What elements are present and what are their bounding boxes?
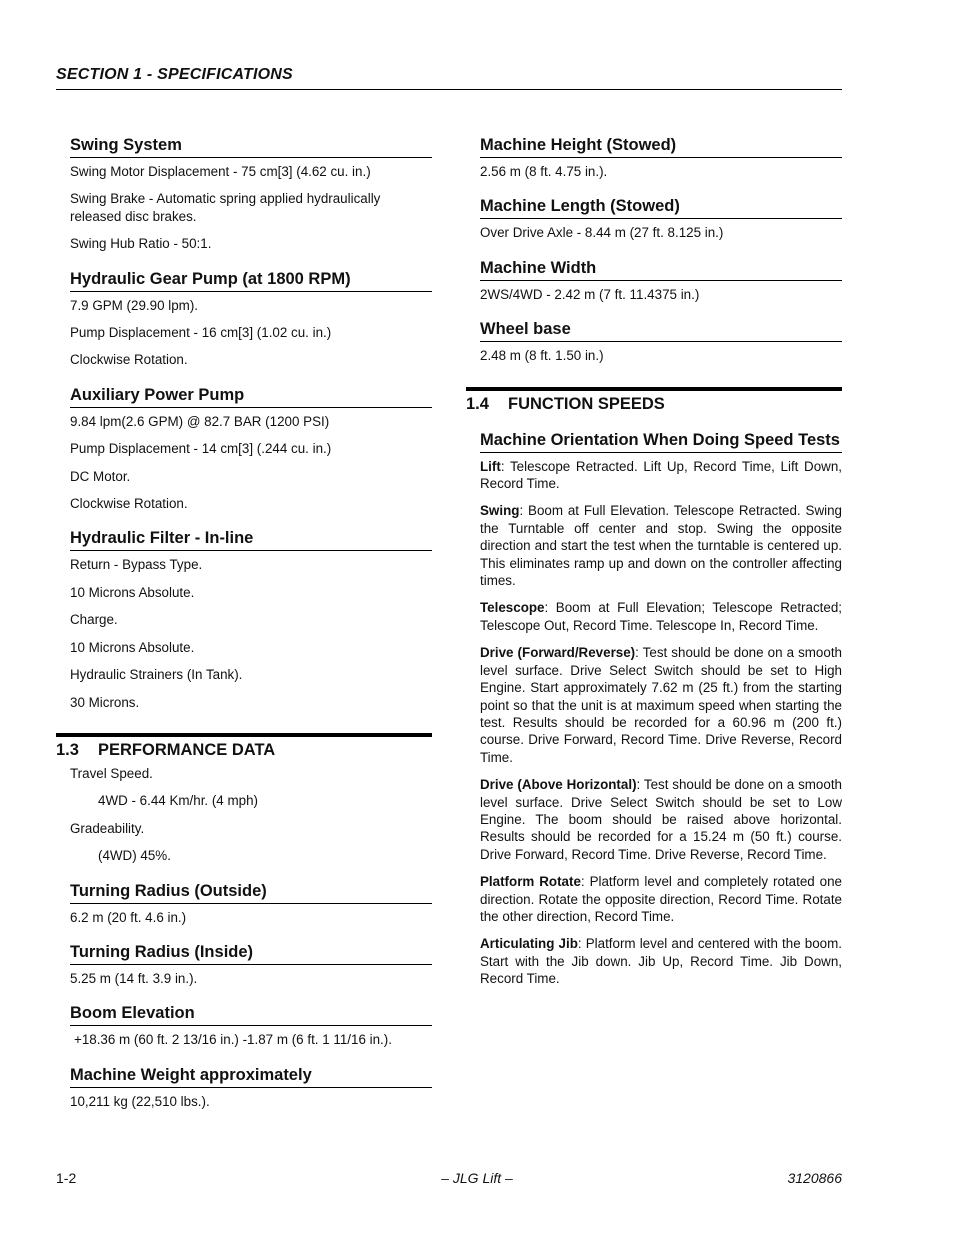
travel-speed-value: 4WD - 6.44 Km/hr. (4 mph) [98, 793, 258, 809]
test-text: : Platform level and centered with the boom. Start with the Jib down. Jib Up, Record Time. Jib Down, Record Time. [480, 936, 842, 987]
width-value: 2WS/4WD - 2.42 m (7 ft. 11.4375 in.) [480, 286, 700, 302]
wheelbase-value: 2.48 m (8 ft. 1.50 in.) [480, 348, 604, 364]
test-label: Telescope [480, 600, 545, 616]
gear-pump-item: 7.9 GPM (29.90 lpm). [70, 297, 199, 313]
footer-center: – JLG Lift – [441, 1170, 513, 1186]
length-value: Over Drive Axle - 8.44 m (27 ft. 8.125 in.) [480, 225, 724, 241]
performance-section-heading [56, 740, 432, 760]
gear-pump-item: Pump Displacement - 16 cm[3] (1.02 cu. in.) [70, 325, 332, 341]
test-text: : Boom at Full Elevation; Telescope Retracted; Telescope Out, Record Time. Telescope In, Record Time. [480, 600, 842, 633]
width-heading: Machine Width [480, 258, 842, 281]
swing-item: Swing Hub Ratio - 50:1. [70, 236, 212, 252]
turning-inside-value: 5.25 m (14 ft. 3.9 in.). [70, 970, 198, 986]
filter-item: Hydraulic Strainers (In Tank). [70, 667, 243, 683]
test-text: : Test should be done on a smooth level surface. Drive Select Switch should be set to High Engine. Start approximately 7.62 m (25 ft.) from the starting point so that the unit is at maximum speed when starting the test. Results should be recorded for a 60.96 m (200 ft.) course. Drive Forward, Record Time. Drive Reverse, Record Time. [480, 645, 842, 765]
orientation-heading: Machine Orientation When Doing Speed Tests [480, 430, 842, 453]
height-value: 2.56 m (8 ft. 4.75 in.). [480, 164, 608, 179]
aux-pump-item: Clockwise Rotation. [70, 496, 188, 512]
test-label: Platform Rotate [480, 874, 581, 890]
swing-item: Swing Brake - Automatic spring applied hydraulically released disc brakes. [70, 191, 381, 224]
test-text: : Telescope Retracted. Lift Up, Record Time, Lift Down, Record Time. [480, 458, 842, 492]
left-column [56, 135, 432, 1110]
test-label: Swing [480, 503, 520, 519]
travel-speed-label: Travel Speed. [70, 765, 153, 781]
test-label: Articulating Jib [480, 936, 578, 952]
section-title: FUNCTION SPEEDS [508, 394, 665, 413]
gear-pump-heading: Hydraulic Gear Pump (at 1800 RPM) [70, 269, 432, 292]
aux-pump-heading: Auxiliary Power Pump [70, 385, 432, 408]
swing-item: Swing Motor Displacement - 75 cm[3] (4.62 cu. in.) [70, 164, 371, 179]
section-header-title: SECTION 1 - SPECIFICATIONS [56, 66, 293, 83]
test-paragraph [480, 599, 842, 634]
boom-elevation-heading: Boom Elevation [70, 1003, 432, 1026]
section-title: PERFORMANCE DATA [98, 740, 276, 759]
test-paragraph [480, 502, 842, 589]
test-paragraph [480, 873, 842, 925]
section-bar [466, 387, 842, 391]
swing-system-heading: Swing System [70, 135, 432, 158]
test-text: : Platform level and completely rotated one direction. Rotate the opposite direction, Record Time. Rotate the other direction, Record Time. [480, 874, 842, 924]
height-heading: Machine Height (Stowed) [480, 135, 842, 158]
filter-item: 10 Microns Absolute. [70, 639, 195, 655]
gear-pump-item: Clockwise Rotation. [70, 352, 188, 368]
test-paragraph [480, 935, 842, 987]
document-number: 3120866 [787, 1170, 842, 1186]
test-label: Drive (Above Horizontal) [480, 777, 637, 793]
weight-value: 10,211 kg (22,510 lbs.). [70, 1093, 210, 1109]
boom-elevation-value: +18.36 m (60 ft. 2 13/16 in.) -1.87 m (6 ft. 1 11/16 in.). [74, 1032, 392, 1048]
filter-item: 10 Microns Absolute. [70, 584, 195, 600]
section-number: 1.3 [56, 740, 79, 759]
turning-inside-heading: Turning Radius (Inside) [70, 942, 432, 965]
header-rule [56, 89, 842, 90]
aux-pump-item: 9.84 lpm(2.6 GPM) @ 82.7 BAR (1200 PSI) [70, 413, 330, 429]
filter-heading: Hydraulic Filter - In-line [70, 528, 432, 551]
section-bar [56, 733, 432, 737]
filter-item: 30 Microns. [70, 694, 140, 710]
weight-heading: Machine Weight approximately [70, 1065, 432, 1088]
section-number: 1.4 [466, 394, 489, 413]
aux-pump-item: Pump Displacement - 14 cm[3] (.244 cu. in.) [70, 441, 332, 457]
gradeability-value: (4WD) 45%. [98, 848, 171, 864]
wheelbase-heading: Wheel base [480, 319, 842, 342]
test-paragraph [480, 776, 842, 863]
test-text: : Test should be done on a smooth level surface. Drive Select Switch should be set to Low Engine. The boom should be raised above horizontal. Results should be recorded for a 15.24 m (50 ft.) course. Drive Forward, Record Time. Drive Reverse, Record Time. [480, 777, 842, 862]
test-paragraph [480, 458, 842, 493]
function-speeds-section-heading [466, 394, 842, 414]
filter-item: Return - Bypass Type. [70, 557, 203, 573]
test-label: Drive (Forward/Reverse) [480, 645, 636, 661]
aux-pump-item: DC Motor. [70, 468, 131, 484]
test-paragraph [480, 644, 842, 766]
page-number: 1-2 [56, 1170, 77, 1186]
test-label: Lift [480, 458, 501, 474]
test-text: : Boom at Full Elevation. Telescope Retracted. Swing the Turntable off center and stop. Swing the opposite direction and start the test when the turntable is centered up. This eliminates ramp up and down on the controller affecting times. [480, 503, 842, 589]
gradeability-label: Gradeability. [70, 820, 145, 836]
turning-outside-heading: Turning Radius (Outside) [70, 881, 432, 904]
right-column [466, 135, 842, 988]
filter-item: Charge. [70, 612, 118, 628]
length-heading: Machine Length (Stowed) [480, 196, 842, 219]
turning-outside-value: 6.2 m (20 ft. 4.6 in.) [70, 909, 187, 925]
